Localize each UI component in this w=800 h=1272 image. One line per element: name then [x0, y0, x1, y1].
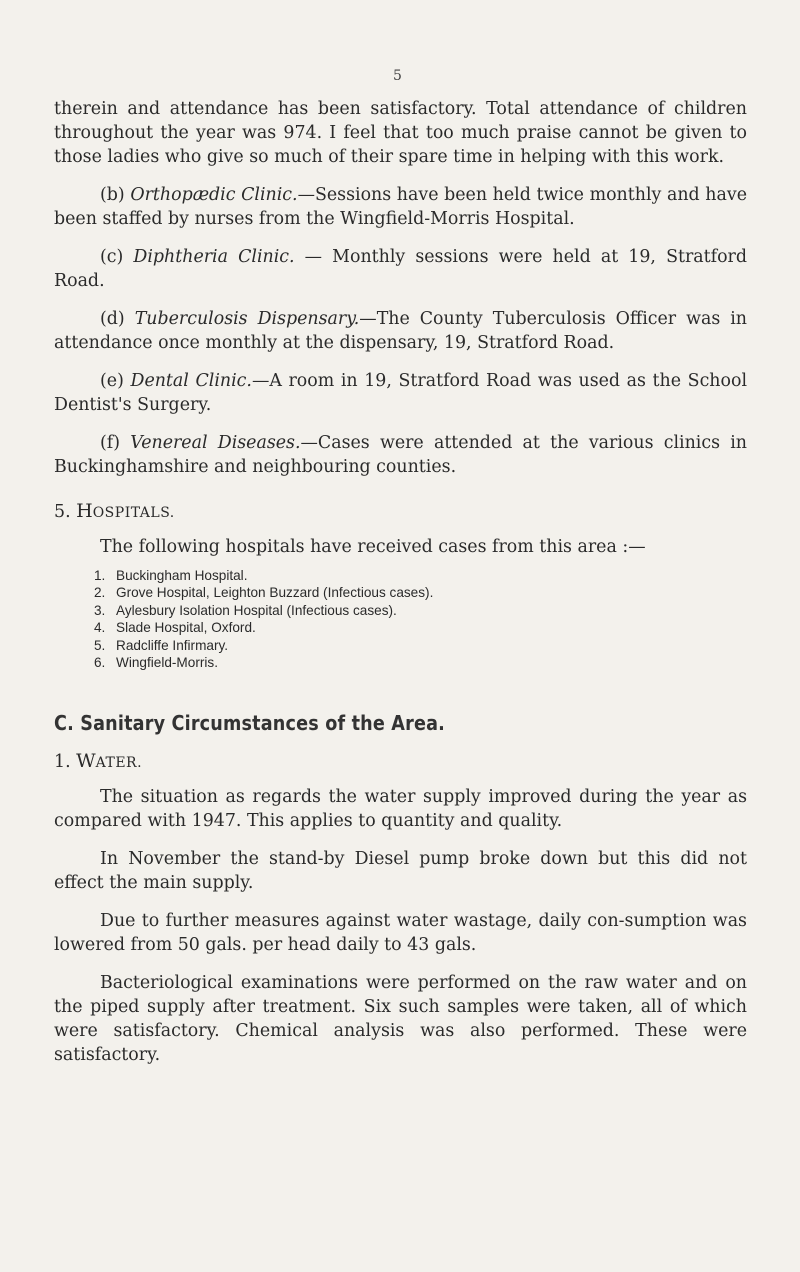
clinic-venereal [54, 431, 747, 479]
water-number: 1. [54, 752, 71, 773]
clinic-title: Dental Clinic. [130, 371, 252, 391]
clinic-text: —Sessions have been held twice monthly and have been staffed by nurses from the Wingfield-Morris Hospital. [54, 185, 747, 229]
clinic-text: — Monthly sessions were held at 19, Stratford Road. [54, 247, 747, 291]
clinic-text: —A room in 19, Stratford Road was used as the School Dentist's Surgery. [54, 371, 748, 415]
hospitals-intro: The following hospitals have received cases from this area :— [100, 537, 646, 557]
water-title-rest: ATER. [95, 755, 143, 772]
clinic-title: Venereal Diseases. [130, 433, 301, 453]
list-number: 3. [94, 602, 106, 618]
list-item [94, 602, 747, 619]
list-number: 5. [94, 637, 106, 653]
clinic-diphtheria [54, 245, 747, 293]
hospital-name: Wingfield-Morris. [116, 655, 218, 671]
intro-paragraph: therein and attendance has been satisfactory. Total attendance of children throughout the year was 974. I feel that too much praise cannot be given to those ladies who give so much of their spare time in helping with this work. [54, 99, 747, 167]
page-number: 5 [393, 68, 402, 84]
hospitals-title-rest: OSPITALS. [92, 505, 175, 521]
list-item [94, 584, 747, 601]
list-item [94, 567, 747, 584]
clinic-title: Tuberculosis Dispensary. [134, 309, 360, 329]
clinic-text: —The County Tuberculosis Officer was in attendance once monthly at the dispensary, 19, Stratford Road. [54, 309, 748, 353]
clinic-tuberculosis [54, 307, 747, 355]
water-paragraph: In November the stand-by Diesel pump broke down but this did not effect the main supply. [54, 849, 747, 894]
list-item [94, 619, 747, 636]
hospitals-number: 5. [54, 502, 71, 522]
water-paragraph: The situation as regards the water supply improved during the year as compared with 1947. This applies to quantity and quality. [54, 787, 747, 832]
clinic-letter: (b) [100, 185, 125, 205]
clinic-letter: (e) [100, 371, 124, 391]
clinic-letter: (c) [100, 247, 124, 267]
list-item [94, 654, 747, 671]
clinic-title: Diphtheria Clinic. [133, 247, 295, 267]
hospital-name: Buckingham Hospital. [116, 568, 248, 583]
clinic-orthopaedic [54, 183, 747, 231]
list-number: 1. [94, 568, 106, 583]
hospital-name: Slade Hospital, Oxford. [116, 620, 256, 636]
water-title-initial: W [76, 750, 96, 773]
page-content [54, 97, 747, 1081]
clinic-title: Orthopædic Clinic. [130, 185, 298, 205]
water-paragraph: Bacteriological examinations were performed on the raw water and on the piped supply after treatment. Six such samples were taken, all of which were satisfactory. Chemical analysis was also performed. These were satisfactory. [54, 973, 747, 1066]
hospitals-title-initial: H [76, 500, 93, 522]
clinic-letter: (d) [100, 309, 125, 329]
hospital-list [54, 567, 747, 671]
clinic-dental [54, 369, 747, 417]
section-c-heading: C. Sanitary Circumstances of the Area. [54, 711, 445, 736]
clinic-letter: (f) [100, 433, 121, 453]
hospital-name: Grove Hospital, Leighton Buzzard (Infectious cases). [116, 585, 434, 601]
hospital-name: Radcliffe Infirmary. [116, 637, 229, 653]
list-number: 6. [94, 655, 106, 671]
hospital-name: Aylesbury Isolation Hospital (Infectious cases). [116, 602, 397, 618]
list-number: 2. [94, 585, 106, 601]
water-heading [54, 749, 747, 775]
hospitals-heading [54, 499, 747, 525]
list-number: 4. [94, 620, 106, 636]
clinic-text: —Cases were attended at the various clinics in Buckinghamshire and neighbouring counties. [54, 433, 747, 477]
water-paragraph: Due to further measures against water wastage, daily con-sumption was lowered from 50 gals. per head daily to 43 gals. [54, 911, 747, 956]
list-item [94, 637, 747, 654]
